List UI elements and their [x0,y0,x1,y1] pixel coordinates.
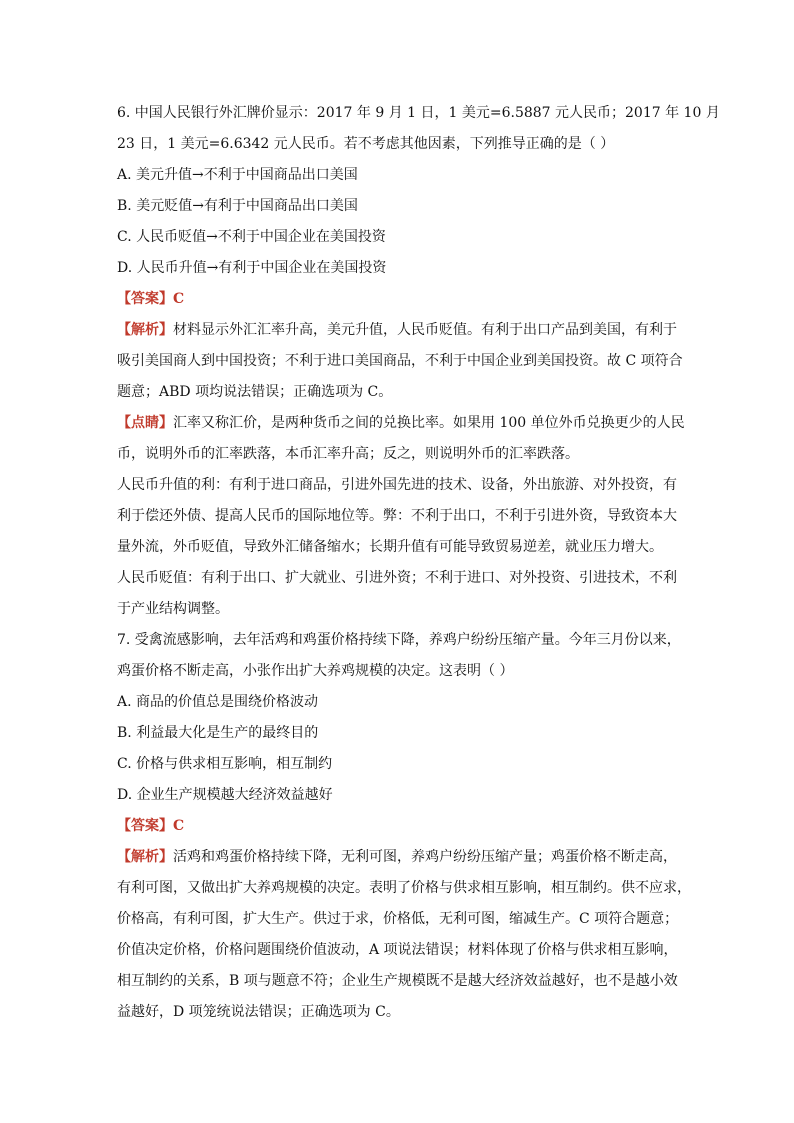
tip-line: 人民币贬值：有利于出口、扩大就业、引进外资；不利于进口、对外投资、引进技术，不利 [117,570,677,586]
option-a: A. 美元升值→不利于中国商品出口美国 [117,167,358,183]
option-d: D. 人民币升值→有利于中国企业在美国投资 [117,260,387,276]
answer-tag: 【答案】 [117,291,173,307]
option-a: A. 商品的价值总是围绕价格波动 [117,694,319,710]
analysis-tag: 【解析】 [117,322,173,338]
tip-line: 人民币升值的利：有利于进口商品，引进外国先进的技术、设备，外出旅游、对外投资，有 [117,477,677,493]
answer-value: C [173,818,185,834]
question-stem-line: 7. 受禽流感影响，去年活鸡和鸡蛋价格持续下降，养鸡户纷纷压缩产量。今年三月份以来， [117,632,681,648]
tip-line [117,408,685,439]
tip-tag: 【点睛】 [117,415,173,431]
question-7 [117,625,691,1028]
answer-tag: 【答案】 [117,818,173,834]
analysis-text: 活鸡和鸡蛋价格持续下降，无利可图，养鸡户纷纷压缩产量；鸡蛋价格不断走高， [173,849,677,865]
analysis-line: 有利可图，又做出扩大养鸡规模的决定。表明了价格与供求相互影响，相互制约。供不应求， [117,880,691,896]
analysis-line: 价值决定价格，价格问题围绕价值波动，A 项说法错误；材料体现了价格与供求相互影响， [117,942,678,958]
tip-line: 量外流，外币贬值，导致外汇储备缩水；长期升值有可能导致贸易逆差，就业压力增大。 [117,539,663,555]
answer-line [117,284,679,315]
analysis-tag: 【解析】 [117,849,173,865]
analysis-line: 题意；ABD 项均说法错误；正确选项为 C。 [117,384,393,400]
analysis-line: 吸引美国商人到中国投资；不利于进口美国商品，不利于中国企业到美国投资。故 C 项符合 [117,353,683,369]
analysis-line [117,842,679,873]
tip-line: 利于偿还外债、提高人民币的国际地位等。弊：不利于出口，不利于引进外资，导致资本大 [117,508,677,524]
analysis-text: 材料显示外汇汇率升高，美元升值，人民币贬值。有利于出口产品到美国，有利于 [173,322,677,338]
analysis-line: 相互制约的关系，B 项与题意不符；企业生产规模既不是越大经济效益越好，也不是越小效 [117,973,678,989]
option-c: C. 价格与供求相互影响，相互制约 [117,756,333,772]
option-d: D. 企业生产规模越大经济效益越好 [117,787,333,803]
page-content [117,98,720,1028]
question-stem-line: 鸡蛋价格不断走高，小张作出扩大养鸡规模的决定。这表明（ ） [117,663,514,679]
analysis-line [117,315,679,346]
option-c: C. 人民币贬值→不利于中国企业在美国投资 [117,229,386,245]
tip-text: 汇率又称汇价，是两种货币之间的兑换比率。如果用 100 单位外币兑换更少的人民 [173,415,685,431]
answer-line [117,811,679,842]
tip-line: 币，说明外币的汇率跌落，本币汇率升高；反之，则说明外币的汇率跌落。 [117,446,579,462]
question-stem-line: 6. 中国人民银行外汇牌价显示：2017 年 9 月 1 日，1 美元=6.5887 元人民币；2017 年 10 月 [117,105,720,121]
answer-value: C [173,291,185,307]
question-6 [117,98,720,625]
option-b: B. 利益最大化是生产的最终目的 [117,725,319,741]
question-stem-line: 23 日，1 美元=6.6342 元人民币。若不考虑其他因素，下列推导正确的是（ ） [117,136,615,152]
option-b: B. 美元贬值→有利于中国商品出口美国 [117,198,358,214]
tip-line: 于产业结构调整。 [117,601,229,617]
analysis-line: 价格高，有利可图，扩大生产。供过于求，价格低，无利可图，缩减生产。C 项符合题意； [117,911,679,927]
analysis-line: 益越好，D 项笼统说法错误；正确选项为 C。 [117,1004,400,1020]
